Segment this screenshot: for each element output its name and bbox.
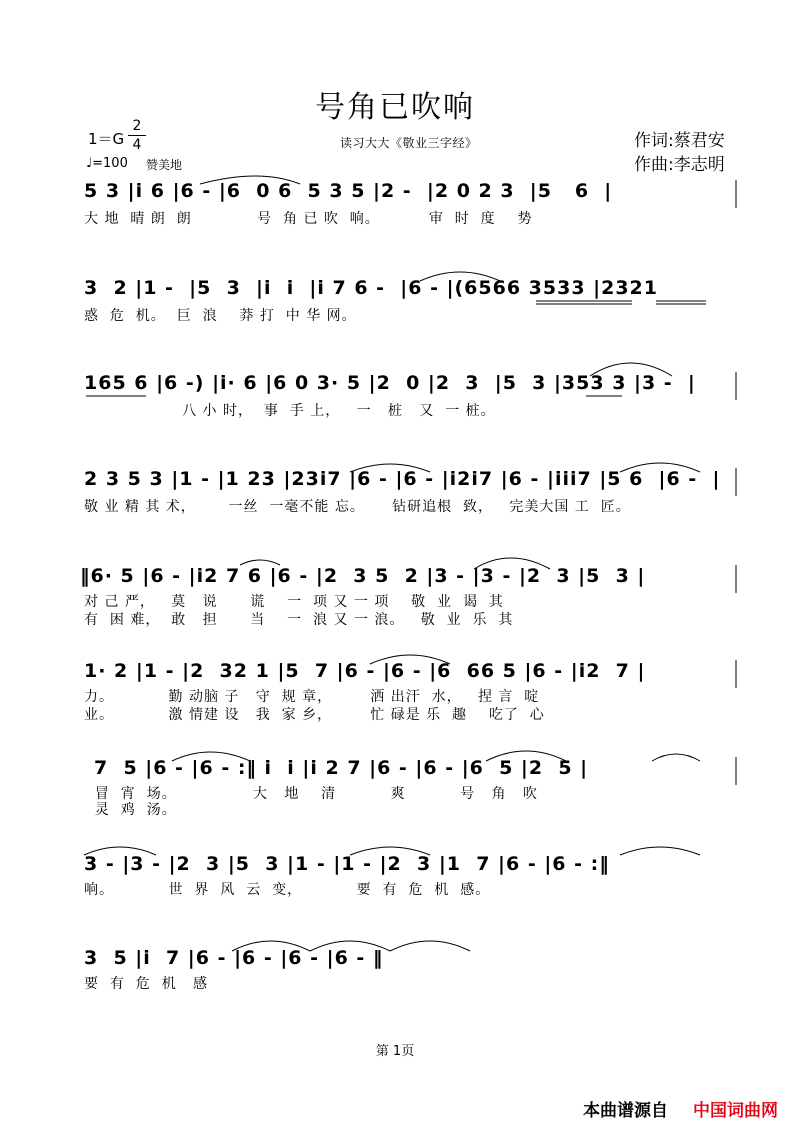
key-signature: 1＝G	[88, 130, 125, 148]
notation-line: 3 - |3 - |2 3 |5 3 |1 - |1 - |2 3 |1 7 |6 - |6 - :‖	[84, 853, 610, 875]
lyric-line: 惑 危 机。 巨 浪 莽 打 中 华 网。	[84, 308, 357, 324]
lyricist-credit: 作词:蔡君安	[634, 131, 725, 151]
style-marking: 赞美地	[146, 158, 183, 172]
lyric-line-verse-1: 对 己 严， 莫 说 谎 一 项 又 一 项 敬 业 谒 其	[84, 594, 504, 610]
slur-marks	[0, 372, 790, 442]
lyric-line-verse-2: 有 困 难， 敢 担 当 一 浪 又 一 浪。 敬 业 乐 其	[84, 612, 514, 628]
notation-line: 3 2 |1 - |5 3 |i i |i 7 6 - |6 - |(6566 3533 |2321	[84, 277, 658, 299]
subtitle: 读习大大《敬业三字经》	[340, 136, 478, 150]
slur-marks	[0, 277, 790, 347]
slur-marks	[0, 853, 790, 923]
lyric-line-verse-2: 业。 激 情建 设 我 家 乡， 忙 碌是 乐 趣 吃了 心	[84, 707, 545, 723]
slur-marks	[0, 468, 790, 538]
notation-line: 165 6 |6 -) |i· 6 |6 0 3· 5 |2 0 |2 3 |5 3 |353 3 |3 - |	[84, 372, 696, 394]
lyric-line: 响。 世 界 风 云 变， 要 有 危 机 感。	[84, 882, 491, 898]
page-number: 第 1页	[375, 1044, 415, 1059]
tempo-marking: ♩=100	[86, 156, 128, 171]
slur-marks	[0, 660, 790, 730]
source-label: 本曲谱源自	[583, 1101, 668, 1121]
lyric-line-verse-1: 力。 勤 动脑 子 守 规 章， 洒 出汗 水， 捏 言 啶	[84, 689, 540, 705]
lyric-line: 敬 业 精 其 术， 一丝 一毫不能 忘。 钻研追根 致， 完美大国 工 匠。	[84, 499, 631, 515]
song-title: 号角已吹响	[315, 90, 475, 125]
slur-marks	[0, 947, 790, 1017]
lyric-line-verse-2: 灵 鸡 汤。	[84, 802, 177, 818]
lyric-line: 大 地 晴 朗 朗 号 角 已 吹 响。 审 时 度 势	[84, 211, 533, 227]
lyric-line-verse-1: 冒 宵 场。 大 地 清 爽 号 角 吹	[84, 786, 538, 802]
slur-marks	[0, 565, 790, 635]
lyric-line: 八 小 时， 事 手 上， 一 桩 又 一 桩。	[84, 403, 496, 419]
source-site-link[interactable]: 中国词曲网	[693, 1101, 778, 1121]
slur-marks	[0, 180, 790, 250]
meter-divider	[128, 135, 146, 136]
notation-line: 2 3 5 3 |1 - |1 23 |23i7 |6 - |6 - |i2i7 |6 - |iii7 |5 6 |6 - |	[84, 468, 721, 490]
notation-line: ‖6· 5 |6 - |i2 7 6 |6 - |2 3 5 2 |3 - |3 - |2 3 |5 3 |	[80, 565, 646, 587]
notation-line: 1· 2 |1 - |2 32 1 |5 7 |6 - |6 - |6 66 5 |6 - |i2 7 |	[84, 660, 646, 682]
meter-bottom: 4	[132, 137, 142, 153]
slur-marks	[0, 757, 790, 827]
composer-credit: 作曲:李志明	[634, 155, 725, 175]
notation-line: 3 5 |i 7 |6 - |6 - |6 - |6 - ‖	[84, 947, 384, 969]
time-signature	[128, 118, 146, 153]
notation-line: 7 5 |6 - |6 - :‖ i i |i 2 7 |6 - |6 - |6 5 |2 5 |	[94, 757, 589, 779]
notation-line: 5 3 |i 6 |6 - |6 0 6 5 3 5 |2 - |2 0 2 3 |5 6 |	[84, 180, 613, 202]
lyric-line: 要 有 危 机 感	[84, 976, 209, 992]
meter-top: 2	[132, 118, 142, 134]
